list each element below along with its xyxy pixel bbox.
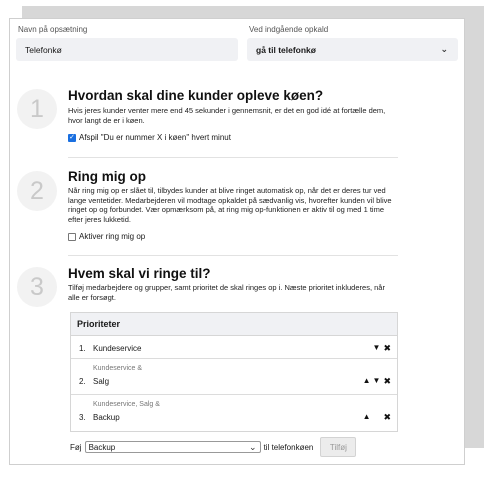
position-announcement-checkbox[interactable]: ✓ [69, 134, 75, 141]
step-2-number: 2 [17, 171, 57, 211]
step-1-number: 1 [17, 89, 57, 129]
triangle-down-icon[interactable]: ▼ [372, 343, 381, 352]
section-divider [68, 255, 398, 256]
priority-inherited: Kundeservice & [93, 365, 143, 372]
setup-name-input[interactable] [16, 38, 238, 61]
priority-index: 2. [79, 377, 86, 386]
callback-label: Aktiver ring mig op [79, 232, 146, 241]
add-button[interactable]: Tilføj [320, 437, 356, 457]
position-announcement-option[interactable] [68, 133, 231, 142]
step-2-title: Ring mig op [68, 169, 146, 184]
add-member-select[interactable] [85, 441, 261, 453]
add-member-row [70, 437, 356, 457]
close-icon[interactable]: ✖ [383, 343, 391, 353]
step-3-description: Tilføj medarbejdere og grupper, samt prioritet de skal ringes op i. Næste prioritet inkluderes, når alle er forsøgt. [68, 283, 385, 302]
priority-name: Salg [93, 377, 110, 386]
priority-table [70, 312, 398, 432]
priority-table-header: Prioriteter [71, 313, 397, 336]
section-divider [68, 157, 398, 158]
triangle-down-icon[interactable]: ▼ [372, 376, 381, 385]
step-3-title: Hvem skal vi ringe til? [68, 266, 211, 281]
triangle-up-icon[interactable]: ▲ [362, 376, 371, 385]
priority-name: Kundeservice [93, 344, 142, 353]
setup-name-value: Telefonkø [25, 44, 62, 55]
position-announcement-label: Afspil "Du er nummer X i køen" hvert minut [79, 133, 231, 142]
priority-actions [373, 344, 391, 352]
incoming-call-value: gå til telefonkø [256, 44, 316, 55]
priority-row [71, 395, 397, 431]
close-icon[interactable]: ✖ [383, 412, 391, 422]
triangle-up-icon[interactable]: ▲ [362, 412, 371, 421]
priority-name: Backup [93, 413, 120, 422]
callback-checkbox[interactable] [68, 233, 76, 241]
incoming-call-select[interactable] [247, 38, 458, 61]
chevron-down-icon: ⌄ [440, 44, 448, 54]
add-member-value: Backup [88, 442, 116, 452]
setup-name-label: Navn på opsætning [18, 25, 88, 34]
priority-index: 1. [79, 344, 86, 353]
step-1-description: Hvis jeres kunder venter mere end 45 sekunder i gennemsnit, er det en god idé at fortælle dem, hvor langt de er i køen. [68, 106, 386, 125]
priority-actions [363, 413, 391, 421]
step-1-title: Hvordan skal dine kunder opleve køen? [68, 88, 324, 103]
priority-inherited: Kundeservice, Salg & [93, 401, 160, 408]
step-2-description: Når ring mig op er slået til, tilbydes kunder at blive ringet automatisk op, når det er deres tur ved lange ventetider. Medarbejderen vil modtage opkaldet på sædvanlig vis, hvorefter kunden vil blive ringet op og forbundet. Vær opmærksom på, at ring mig op-funktionen er aktiv til og med 1 time efter jeres lukketid. [68, 186, 392, 224]
add-suffix: til telefonkøen [263, 442, 314, 452]
add-prefix: Føj [70, 442, 82, 452]
incoming-call-label: Ved indgående opkald [249, 25, 329, 34]
chevron-down-icon: ⌄ [249, 441, 257, 452]
priority-actions [363, 377, 391, 385]
priority-index: 3. [79, 413, 86, 422]
queue-setup-card [9, 18, 465, 465]
priority-row [71, 336, 397, 359]
priority-row [71, 359, 397, 395]
close-icon[interactable]: ✖ [383, 376, 391, 386]
step-3-number: 3 [17, 267, 57, 307]
callback-option[interactable] [68, 232, 145, 241]
